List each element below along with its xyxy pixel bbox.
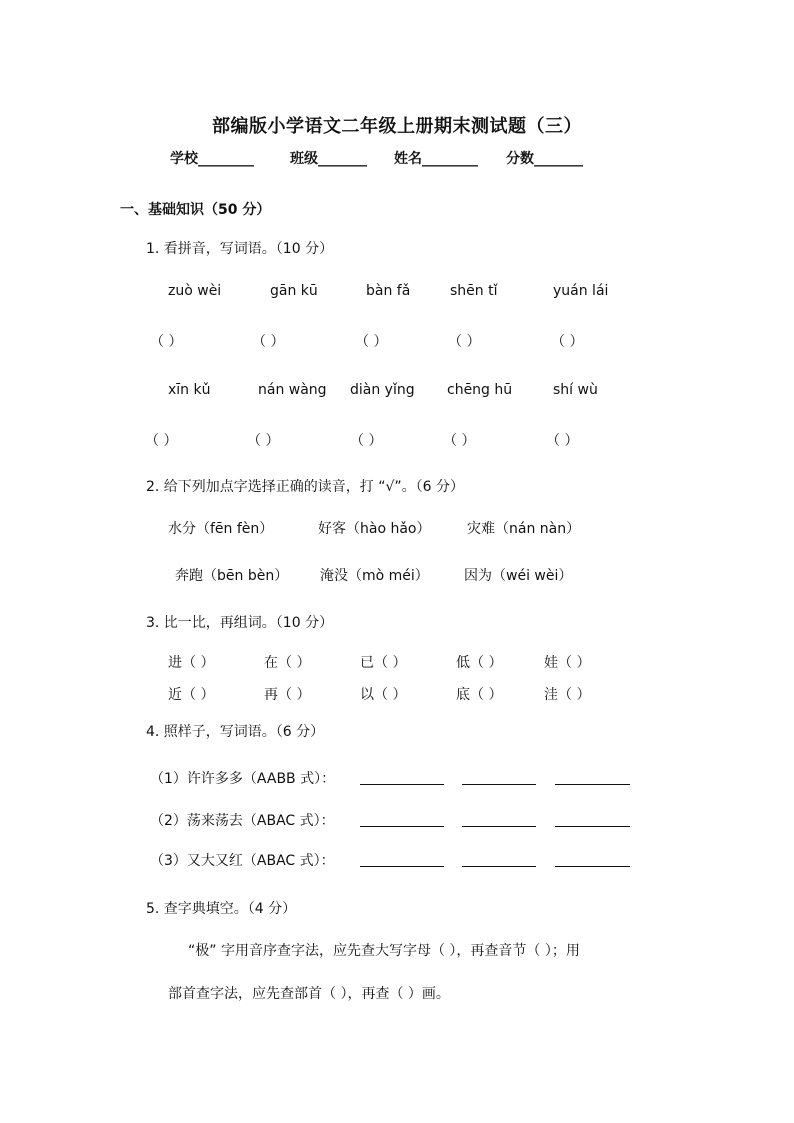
answer-line[interactable] (555, 812, 630, 831)
answer-line[interactable] (462, 852, 536, 871)
answer-line[interactable] (462, 812, 536, 831)
answer-line[interactable] (555, 852, 630, 871)
pinyin: diàn yǐng (350, 382, 415, 398)
reading-choice[interactable]: 水分（fēn fèn） (168, 521, 274, 537)
answer-blank[interactable]: （ ） (355, 334, 388, 350)
pinyin: gān kū (270, 283, 318, 299)
name-field[interactable]: 姓名________ (394, 151, 478, 167)
answer-line[interactable] (462, 770, 536, 789)
pinyin: xīn kǔ (168, 382, 211, 398)
answer-blank[interactable]: （ ） (448, 334, 481, 350)
pinyin: nán wàng (258, 382, 327, 398)
reading-choice[interactable]: 奔跑（bēn bèn） (175, 568, 289, 584)
compare-word[interactable]: 进（ ） (168, 655, 215, 671)
answer-blank[interactable]: （ ） (247, 433, 280, 449)
answer-blank[interactable]: （ ） (145, 433, 178, 449)
pinyin: chēng hū (447, 382, 513, 398)
reading-choice[interactable]: 好客（hào hǎo） (318, 521, 431, 537)
class-field[interactable]: 班级_______ (290, 151, 367, 167)
reading-choice[interactable]: 因为（wéi wèi） (464, 568, 573, 584)
pinyin: shí wù (553, 382, 598, 398)
pinyin: zuò wèi (168, 283, 222, 299)
question-5-title: 5. 查字典填空。（4 分） (146, 901, 297, 917)
compare-word[interactable]: 低（ ） (456, 655, 503, 671)
section-heading: 一、基础知识（50 分） (120, 202, 271, 218)
pattern-item: （2）荡来荡去（ABAC 式）： (150, 813, 335, 829)
question-1-title: 1. 看拼音，写词语。（10 分） (146, 241, 334, 257)
question-4-title: 4. 照样子，写词语。（6 分） (146, 724, 325, 740)
answer-blank[interactable]: （ ） (443, 433, 476, 449)
compare-word[interactable]: 底（ ） (456, 687, 503, 703)
pinyin: shēn tǐ (450, 283, 498, 299)
compare-word[interactable]: 在（ ） (264, 655, 311, 671)
answer-line[interactable] (360, 770, 444, 789)
answer-blank[interactable]: （ ） (546, 433, 579, 449)
answer-line[interactable] (360, 812, 444, 831)
answer-blank[interactable]: （ ） (551, 334, 584, 350)
question-2-title: 2. 给下列加点字选择正确的读音，打 “√”。（6 分） (146, 479, 465, 495)
score-field[interactable]: 分数_______ (506, 151, 583, 167)
pinyin: yuán lái (553, 283, 609, 299)
dictionary-line-2: 部首查字法，应先查部首（ ），再查（ ）画。 (168, 986, 450, 1002)
answer-line[interactable] (555, 770, 630, 789)
compare-word[interactable]: 近（ ） (168, 687, 215, 703)
dictionary-line-1: “极” 字用音序查字法，应先查大写字母（ ），再查音节（ ）；用 (188, 943, 580, 959)
page-title: 部编版小学语文二年级上册期末测试题（三） (212, 116, 582, 137)
pattern-item: （1）许许多多（AABB 式）： (150, 771, 336, 787)
pinyin: bàn fǎ (366, 283, 411, 299)
compare-word[interactable]: 洼（ ） (544, 687, 591, 703)
compare-word[interactable]: 娃（ ） (544, 655, 591, 671)
answer-blank[interactable]: （ ） (350, 433, 383, 449)
compare-word[interactable]: 以（ ） (360, 687, 407, 703)
answer-blank[interactable]: （ ） (252, 334, 285, 350)
school-field[interactable]: 学校________ (170, 151, 254, 167)
compare-word[interactable]: 已（ ） (360, 655, 407, 671)
question-3-title: 3. 比一比，再组词。（10 分） (146, 615, 334, 631)
answer-line[interactable] (360, 852, 444, 871)
reading-choice[interactable]: 灾难（nán nàn） (467, 521, 581, 537)
answer-blank[interactable]: （ ） (150, 334, 183, 350)
reading-choice[interactable]: 淹没（mò méi） (320, 568, 429, 584)
pattern-item: （3）又大又红（ABAC 式）： (150, 853, 335, 869)
compare-word[interactable]: 再（ ） (264, 687, 311, 703)
